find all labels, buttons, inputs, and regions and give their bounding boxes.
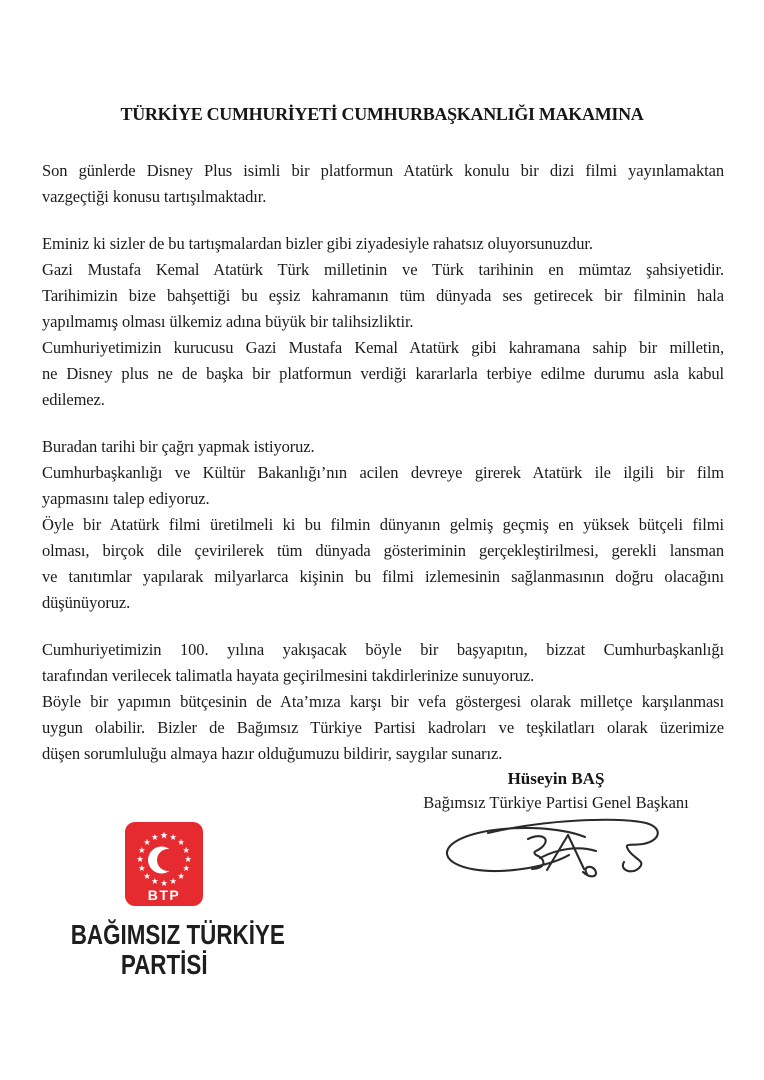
body-line: Cumhurbaşkanlığı ve Kültür Bakanlığı’nın acilen devreye girerek Atatürk ile ilgili bir film [42,463,724,482]
svg-text:★: ★ [137,864,146,875]
body-line: Cumhuriyetimizin kurucusu Gazi Mustafa Kemal Atatürk gibi kahramana sahip bir milletin, [42,338,724,357]
body-line: ve tanıtımlar yapılarak milyarlarca kişinin bu filmi izlemesinin sağlanmasının doğru olacağını [42,567,724,586]
party-name-line1-wrap [44,920,284,950]
svg-text:★: ★ [177,872,185,882]
svg-text:★: ★ [159,830,169,842]
paragraph-block [42,231,724,413]
svg-text:★: ★ [169,832,178,843]
body-line: Tarihimizin bize bahşettiği bu eşsiz kahramanın tüm dünyada ses getirecek bir filminin hala [42,286,724,305]
signature-block [398,769,714,879]
body-line: olması, birçok dile çevirilerek tüm dünyada gösteriminin gerçekleştirilmesi, gerekli lansman [42,541,724,560]
body-line: Cumhuriyetimizin 100. yılına yakışacak böyle bir başyapıtın, bizzat Cumhurbaşkanlığı [42,640,724,659]
svg-text:★: ★ [169,877,178,888]
signatory-name: Hüseyin BAŞ [507,769,605,788]
svg-text:★: ★ [182,864,191,875]
svg-text:★: ★ [143,838,151,848]
body-line: Gazi Mustafa Kemal Atatürk Türk milletinin ve Türk tarihinin en mümtaz şahsiyetidir. [42,260,724,279]
svg-text:★: ★ [137,845,146,856]
party-logo [44,822,284,980]
handwritten-signature-icon [433,817,668,879]
body-line: Son günlerde Disney Plus isimli bir platformun Atatürk konulu bir dizi filmi yayınlamaktan [42,161,724,180]
body-line: Buradan tarihi bir çağrı yapmak istiyoruz. [42,437,315,456]
body-line: yapılmamış olması ülkemiz adına büyük bir talihsizliktir. [42,312,414,331]
btp-emblem-crescent-stars-icon [125,822,203,906]
body-line: Böyle bir yapımın bütçesinin de Ata’mıza karşı bir vefa göstergesi olarak milletçe karşılanması [42,692,724,711]
body-line: vazgeçtiği konusu tartışılmaktadır. [42,187,267,206]
body-line: Eminiz ki sizler de bu tartışmalardan bizler gibi ziyadesiyle rahatsız oluyorsunuzdur. [42,234,593,253]
signatory-title: Bağımsız Türkiye Partisi Genel Başkanı [423,793,689,812]
body-line: ne Disney plus ne de başka bir platformun verdiği kararlarla terbiye edilme durumu asla kabul [42,364,724,383]
svg-text:★: ★ [150,877,159,888]
btp-abbr-label: BTP [147,887,181,903]
body-line: düşen sorumluluğu almaya hazır olduğumuzu bildirir, saygılar sunarız. [42,744,503,763]
body-line: uygun olabilir. Bizler de Bağımsız Türkiye Partisi kadroları ve teşkilatları olarak üzerimize [42,718,724,737]
letter-title: TÜRKİYE CUMHURİYETİ CUMHURBAŞKANLIĞI MAKAMINA [120,104,644,124]
svg-text:★: ★ [143,872,151,882]
body-line: edilemez. [42,390,105,409]
paragraph-block [42,158,724,210]
body-line: tarafından verilecek talimatla hayata geçirilmesini takdirlerinize sunuyoruz. [42,666,535,685]
body-line: yapmasını talep ediyoruz. [42,489,210,508]
letter-body [42,158,724,788]
party-name-line1: BAĞIMSIZ TÜRKİYE [70,919,285,950]
party-name-line2: PARTİSİ [120,949,208,980]
party-name-line2-wrap [44,950,284,980]
svg-text:★: ★ [136,855,144,865]
svg-text:★: ★ [184,855,192,865]
body-line: Öyle bir Atatürk filmi üretilmeli ki bu filmin dünyanın gelmiş geçmiş en yüksek bütçeli filmi [42,515,724,534]
paragraph-block [42,434,724,616]
svg-text:★: ★ [150,832,159,843]
svg-text:★: ★ [177,838,185,848]
svg-text:★: ★ [182,845,191,856]
svg-text:★: ★ [160,879,168,889]
body-line: düşünüyoruz. [42,593,131,612]
paragraph-block [42,637,724,767]
